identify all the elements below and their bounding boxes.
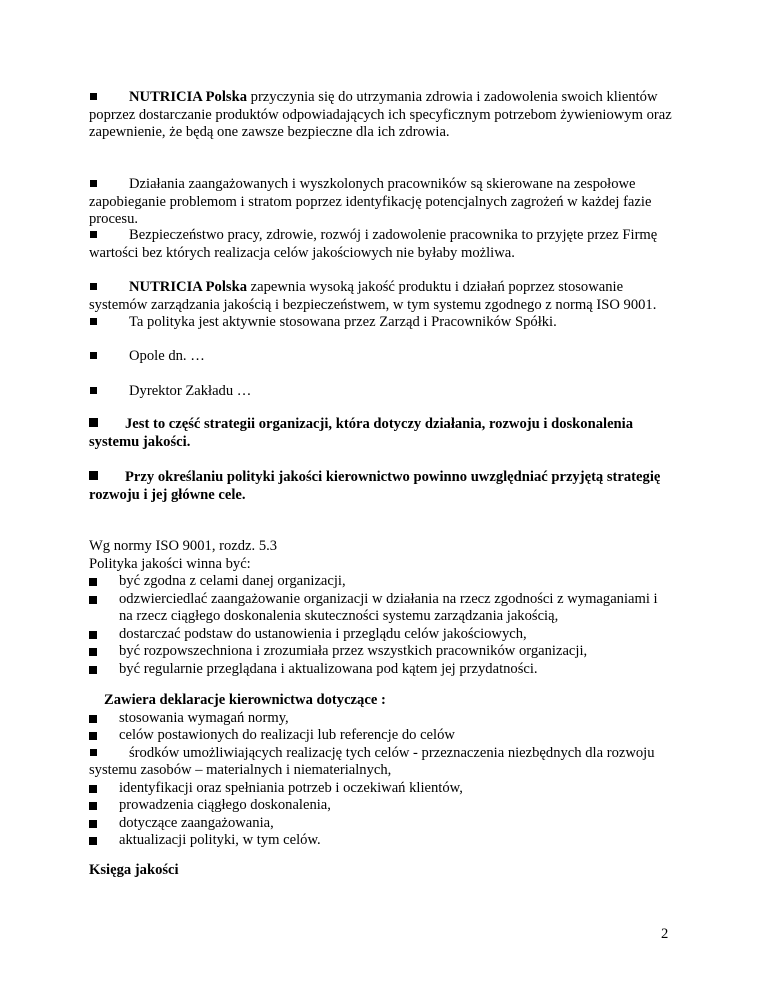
declarations-heading: Zawiera deklaracje kierownictwa dotyczące : (104, 692, 386, 708)
company-name: NUTRICIA Polska (129, 89, 247, 105)
bullet-icon (89, 837, 97, 845)
paragraph-text: przyczynia się do utrzymania zdrowia i zadowolenia swoich klientów poprzez dostarczanie produktów odpowiadających ich specyficznym potrzebom żywieniowym oraz zapewnienie, że będą one zawsze bezpieczne dla ich zdrowia. (89, 89, 672, 140)
bullet-icon (89, 578, 97, 586)
bullet-icon (89, 631, 97, 639)
bullet-icon (89, 648, 97, 656)
paragraph-text: Bezpieczeństwo pracy, zdrowie, rozwój i zadowolenie pracownika to przyjęte przez Firmę wartości bez których realizacja celów jakościowych nie byłaby możliwa. (89, 227, 658, 261)
paragraph-text: Ta polityka jest aktywnie stosowana przez Zarząd i Pracowników Spółki. (129, 314, 557, 330)
paragraph-nutricia-quality (89, 279, 674, 314)
paragraph-director (89, 383, 674, 401)
bullet-icon (89, 732, 97, 740)
bullet-icon (90, 283, 97, 290)
bullet-icon (90, 318, 97, 325)
paragraph-text: Przy określaniu polityki jakości kierownictwo powinno uwzględniać przyjętą strategię rozwoju i jej główne cele. (89, 469, 661, 503)
bullet-icon (90, 387, 97, 394)
paragraph-nutricia-health (89, 89, 674, 142)
paragraph-place-date (89, 348, 674, 366)
bullet-icon (90, 180, 97, 187)
list-item: identyfikacji oraz spełniania potrzeb i oczekiwań klientów, (89, 780, 674, 798)
list-item: celów postawionych do realizacji lub referencje do celów (89, 727, 674, 745)
list-item: być rozpowszechniona i zrozumiała przez wszystkich pracowników organizacji, (89, 643, 674, 661)
list-item: prowadzenia ciągłego doskonalenia, (89, 797, 674, 815)
bullet-icon (90, 749, 97, 756)
bullet-icon (89, 471, 98, 480)
bullet-icon (90, 93, 97, 100)
list-item: stosowania wymagań normy, (89, 710, 674, 728)
paragraph-text: zapewnia wysoką jakość produktu i działań poprzez stosowanie systemów zarządzania jakością i bezpieczeństwem, w tym systemu zgodnego z normą ISO 9001. (89, 279, 657, 313)
declarations-section (89, 692, 674, 850)
bullet-icon (89, 596, 97, 604)
paragraph-text: Dyrektor Zakładu … (129, 383, 252, 399)
list-item: być regularnie przeglądana i aktualizowana pod kątem jej przydatności. (89, 661, 674, 679)
paragraph-employee-actions (89, 176, 674, 229)
list-item: środków umożliwiających realizację tych celów - przeznaczenia niezbędnych dla rozwoju systemu zasobów – materialnych i niematerialnych, (89, 744, 655, 778)
iso-intro: Polityka jakości winna być: (89, 555, 251, 572)
paragraph-text: Działania zaangażowanych i wyszkolonych pracowników są skierowane na zespołowe zapobieganie problemom i stratom poprzez identyfikację potencjalnych zagrożeń w każdej fazie procesu. (89, 176, 652, 227)
paragraph-text: Opole dn. … (129, 348, 205, 364)
iso-reference: Wg normy ISO 9001, rozdz. 5.3 (89, 538, 278, 554)
paragraph-strategy-part (89, 416, 674, 451)
list-item: dostarczać podstaw do ustanowienia i przeglądu celów jakościowych, (89, 626, 674, 644)
page-number: 2 (661, 926, 669, 942)
iso-section (89, 538, 674, 678)
bullet-icon (89, 820, 97, 828)
bullet-icon (90, 231, 97, 238)
paragraph-safety (89, 227, 674, 262)
company-name: NUTRICIA Polska (129, 279, 247, 295)
list-item: aktualizacji polityki, w tym celów. (89, 832, 674, 850)
bullet-icon (89, 418, 98, 427)
bullet-icon (89, 715, 97, 723)
section-heading-ksiega: Księga jakości (89, 862, 179, 878)
bullet-icon (89, 802, 97, 810)
bullet-icon (90, 352, 97, 359)
bullet-icon (89, 785, 97, 793)
list-item: odzwierciedlać zaangażowanie organizacji w działania na rzecz zgodności z wymaganiami i na rzecz ciągłego doskonalenia skuteczności systemu zarządzania jakością, (89, 591, 674, 626)
list-item: dotyczące zaangażowania, (89, 815, 674, 833)
paragraph-text: Jest to część strategii organizacji, która dotyczy działania, rozwoju i doskonalenia systemu jakości. (89, 416, 634, 450)
list-item: być zgodna z celami danej organizacji, (89, 573, 674, 591)
paragraph-strategy-defining (89, 469, 674, 504)
bullet-icon (89, 666, 97, 674)
paragraph-policy-applied (89, 314, 674, 332)
